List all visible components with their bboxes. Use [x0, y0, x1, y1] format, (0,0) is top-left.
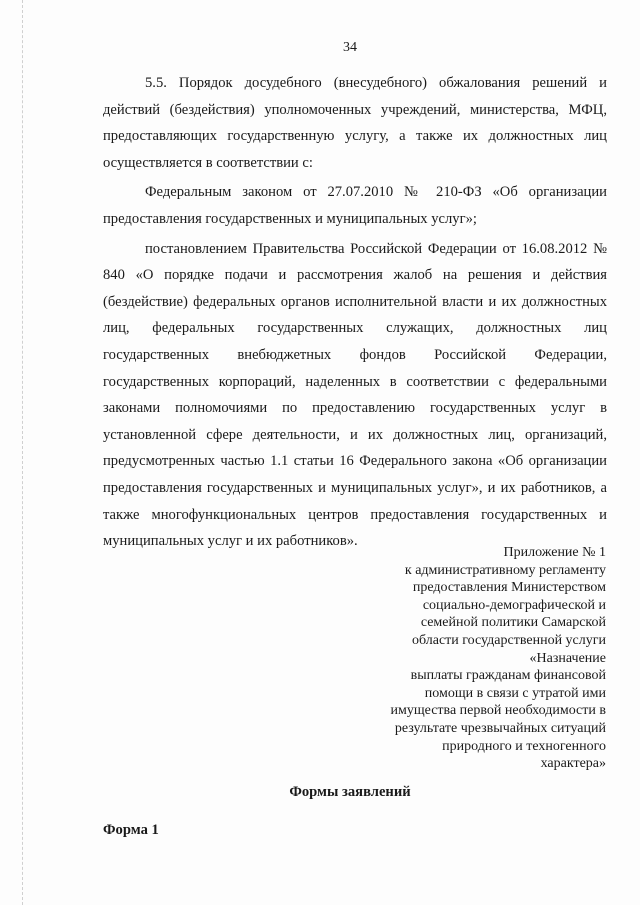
appendix-line: предоставления Министерством: [412, 580, 606, 596]
appendix-block: [306, 544, 606, 773]
appendix-line: выплаты гражданам финансовой: [410, 668, 606, 684]
appendix-line: Приложение № 1: [503, 545, 606, 560]
appendix-line: природного и техногенного: [442, 738, 606, 754]
appendix-line: области государственной услуги: [411, 632, 606, 648]
appendix-line: характера»: [540, 756, 606, 772]
paragraph-5-5: 5.5. Порядок досудебного (внесудебного) обжалования решений и действий (бездействия) уполномоченных учреждений, министерства, МФЦ, предоставляющих государственную услугу, а также их должностных лиц осуществляется в соответствии с:: [103, 75, 607, 171]
appendix-line: семейной политики Самарской: [420, 615, 606, 631]
page-number: 34: [343, 40, 357, 55]
appendix-line: «Назначение: [529, 650, 606, 666]
appendix-line: к административному регламенту: [404, 562, 606, 578]
appendix-line: имущества первой необходимости в: [390, 703, 606, 719]
scan-edge-line: [22, 0, 23, 905]
paragraph-government-decree: постановлением Правительства Российской Федерации от 16.08.2012 № 840 «О порядке подачи и рассмотрения жалоб на решения и действия (бездействие) федеральных органов исполнительной власти и их должностных лиц, федеральных государственных служащих, должностных лиц государственных внебюджетных фондов Российской Федерации, государственных корпораций, наделенных в соответствии с федеральными законами полномочиями по предоставлению государственных услуг в установленной сфере деятельности, и их должностных лиц, организаций, предусмотренных частью 1.1 статьи 16 Федерального закона «Об организации предоставления государственных и муниципальных услуг», и их работников, а также многофункциональных центров предоставления государственных и муниципальных услуг и их работников».: [103, 240, 607, 550]
form-label: Форма 1: [103, 822, 159, 838]
appendix-line: социально-демографической и: [422, 597, 606, 613]
forms-title: Формы заявлений: [289, 784, 411, 800]
paragraph-federal-law: Федеральным законом от 27.07.2010 № 210-ФЗ «Об организации предоставления государственных и муниципальных услуг»;: [103, 184, 607, 227]
body-text: [103, 70, 607, 555]
appendix-line: результате чрезвычайных ситуаций: [394, 720, 606, 736]
appendix-line: помощи в связи с утратой ими: [424, 685, 606, 701]
